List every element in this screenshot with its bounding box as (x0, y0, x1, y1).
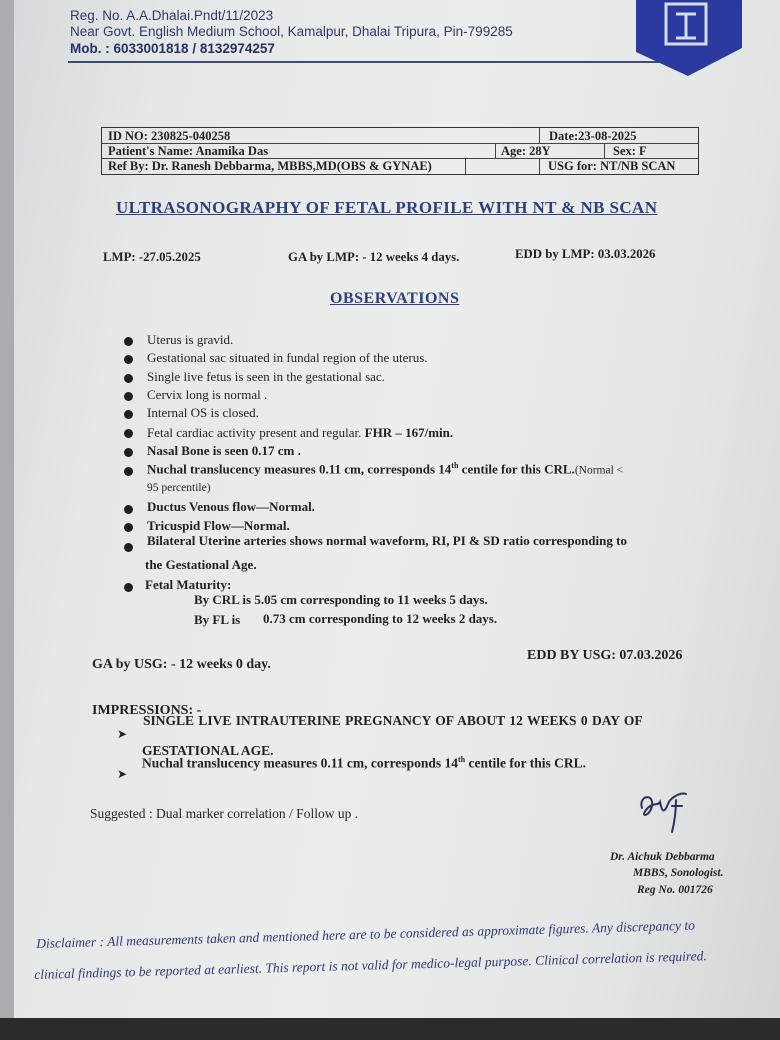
list-item: Single live fetus is seen in the gestational sac. (147, 369, 385, 384)
bullet-icon (124, 355, 133, 364)
bullet-icon (124, 337, 133, 346)
usg-for: USG for: NT/NB SCAN (548, 159, 676, 173)
page-edge (0, 0, 14, 1040)
disclaimer-line-1: Disclaimer : All measurements taken and mentioned here are to be considered as approximate figures. Any discrepancy to (36, 917, 696, 951)
list-item-continued: 95 percentile) (147, 482, 211, 494)
disclaimer-line-2: clinical findings to be reported at earliest. This report is not valid for medico-legal purpose. Clinical correlation is required. (34, 948, 707, 982)
patient-info-table (101, 127, 699, 175)
registration-number: Reg. No. A.A.Dhalai.Pndt/11/2023 (70, 8, 274, 23)
bullet-icon (124, 429, 133, 438)
list-item: Tricuspid Flow—Normal. (147, 518, 290, 533)
nt-superscript: th (451, 461, 459, 470)
impression-2-text-end: centile for this CRL. (465, 755, 586, 771)
bullet-icon (124, 392, 133, 401)
list-item: Ductus Venous flow—Normal. (147, 499, 315, 514)
list-item (147, 425, 453, 441)
list-item: Gestational sac situated in fundal region of the uterus. (147, 350, 428, 365)
impression-1: SINGLE LIVE INTRAUTERINE PREGNANCY OF ABOUT 12 WEEKS 0 DAY OF (143, 713, 643, 728)
fl-maturity-value: 0.73 cm corresponding to 12 weeks 2 days. (263, 611, 498, 626)
doctor-reg-number: Reg No. 001726 (637, 884, 713, 896)
edd-by-usg: EDD BY USG: 07.03.2026 (527, 648, 683, 663)
list-item: Cervix long is normal . (147, 387, 268, 402)
edd-by-lmp: EDD by LMP: 03.03.2026 (515, 247, 656, 261)
bullet-icon (124, 410, 133, 419)
nt-text: Nuchal translucency measures 0.11 cm, corresponds 14 (147, 461, 452, 477)
crl-maturity: By CRL is 5.05 cm corresponding to 11 weeks 5 days. (194, 592, 488, 607)
clinic-mobile: Mob. : 6033001818 / 8132974257 (70, 41, 275, 56)
impression-2 (142, 755, 586, 772)
list-item: Nasal Bone is seen 0.17 cm . (147, 443, 301, 458)
bullet-icon (124, 523, 133, 532)
ga-by-lmp: GA by LMP: - 12 weeks 4 days. (288, 250, 460, 264)
report-title: ULTRASONOGRAPHY OF FETAL PROFILE WITH NT & NB SCAN (116, 198, 658, 217)
header-divider (68, 61, 708, 63)
fl-maturity-label: By FL is (194, 612, 241, 627)
ga-by-usg: GA by USG: - 12 weeks 0 day. (92, 657, 271, 672)
list-item: Fetal Maturity: (145, 577, 232, 592)
patient-age: Age: 28Y (501, 144, 551, 158)
page-bottom-shadow (0, 1018, 780, 1040)
impression-2-text: Nuchal translucency measures 0.11 cm, corresponds 14 (142, 755, 458, 771)
suggestion: Suggested : Dual marker correlation / Follow up . (90, 806, 359, 821)
lmp-date: LMP: -27.05.2025 (103, 250, 201, 264)
bullet-icon (124, 448, 133, 457)
nt-text-end: centile for this CRL. (461, 461, 575, 477)
patient-sex: Sex: F (613, 144, 647, 158)
clinic-logo-icon (636, 0, 742, 76)
nt-normal-range: (Normal < (574, 464, 624, 477)
referred-by: Ref By: Dr. Ranesh Debbarma, MBBS,MD(OBS & GYNAE) (108, 159, 432, 173)
clinic-address: Near Govt. English Medium School, Kamalpur, Dhalai Tripura, Pin-799285 (70, 24, 513, 39)
observations-heading: OBSERVATIONS (330, 290, 460, 307)
list-item: Internal OS is closed. (147, 405, 259, 420)
doctor-qualification: MBBS, Sonologist. (633, 867, 724, 879)
patient-name: Patient's Name: Anamika Das (108, 144, 269, 158)
arrow-bullet-icon: ➤ (117, 727, 128, 741)
list-item: Bilateral Uterine arteries shows normal waveform, RI, PI & SD ratio corresponding to (147, 533, 627, 548)
bullet-icon (124, 583, 133, 592)
impression-2-superscript: th (458, 755, 466, 764)
report-date: Date:23-08-2025 (549, 129, 637, 143)
bullet-icon (124, 467, 133, 476)
bullet-icon (124, 505, 133, 514)
impressions-heading: IMPRESSIONS: - (92, 703, 202, 718)
list-item-continued: the Gestational Age. (145, 557, 257, 572)
bullet-icon (124, 374, 133, 383)
list-item: Uterus is gravid. (147, 332, 234, 347)
patient-id: ID NO: 230825-040258 (108, 129, 231, 143)
doctor-name: Dr. Aichuk Debbarma (610, 851, 715, 863)
bullet-icon (124, 543, 133, 552)
fetal-cardiac-activity: Fetal cardiac activity present and regular. (147, 425, 362, 440)
list-item (147, 461, 623, 477)
fhr-value: FHR – 167/min. (364, 425, 454, 440)
signature-icon (636, 788, 696, 838)
arrow-bullet-icon: ➤ (117, 767, 128, 781)
impression-1-continued: GESTATIONAL AGE. (142, 743, 274, 758)
